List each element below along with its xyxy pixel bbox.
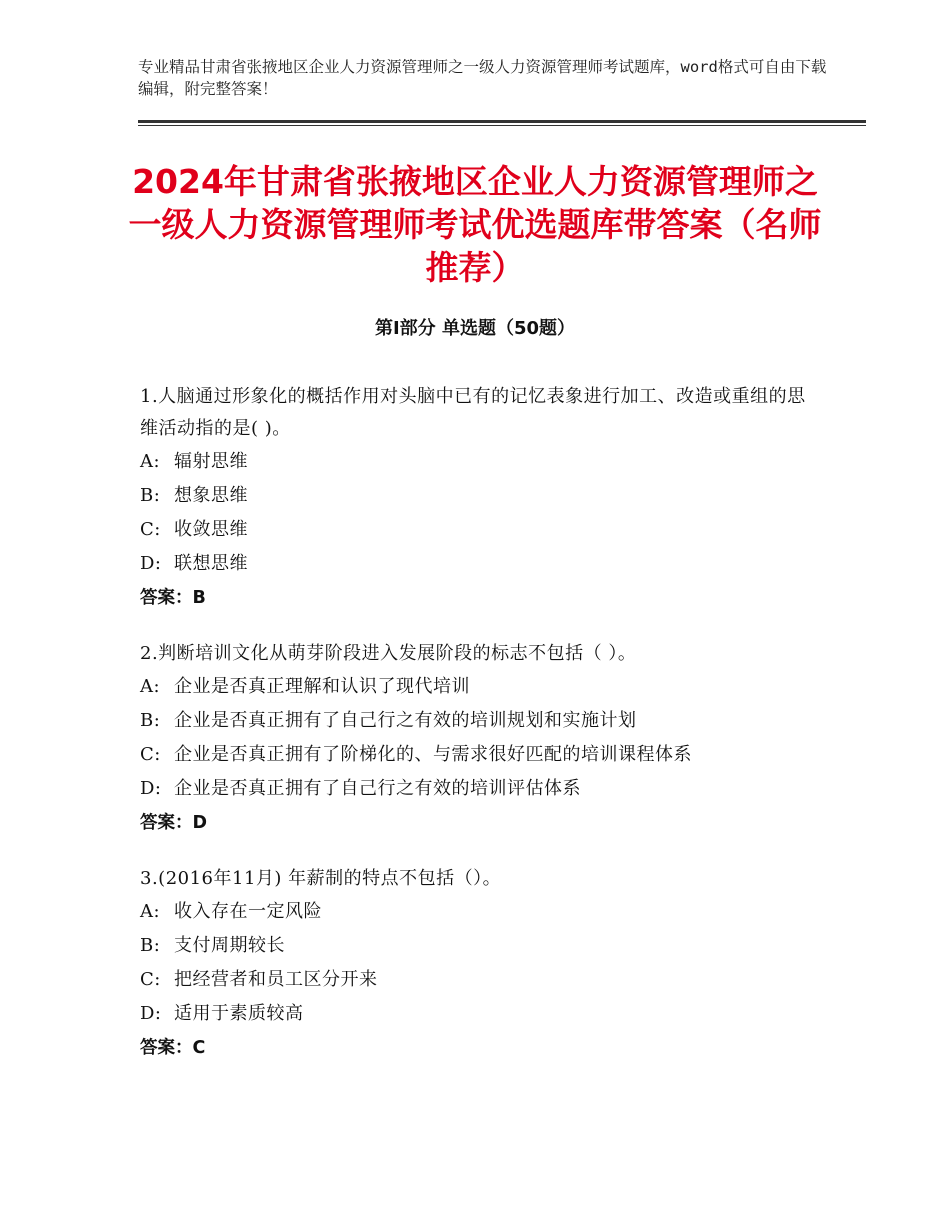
option-letter: D:	[140, 1003, 162, 1024]
document-title: 2024年甘肃省张掖地区企业人力资源管理师之一级人力资源管理师考试优选题库带答案（名师推荐）	[128, 162, 822, 287]
option-letter: B:	[140, 935, 161, 956]
option-text: 企业是否真正理解和认识了现代培训	[174, 676, 470, 697]
option-letter: C:	[140, 969, 161, 990]
option-text: 适用于素质较高	[174, 1003, 304, 1024]
option-d	[140, 772, 820, 806]
option-text: 把经营者和员工区分开来	[174, 969, 378, 990]
option-text: 支付周期较长	[174, 935, 285, 956]
option-letter: C:	[140, 744, 161, 765]
option-letter: D:	[140, 553, 162, 574]
option-a	[140, 895, 820, 929]
answer-label: 答案：B	[140, 588, 206, 608]
option-b	[140, 479, 820, 513]
option-b	[140, 929, 820, 963]
question-list	[140, 381, 820, 1088]
header-rule-thick	[138, 120, 866, 123]
option-letter: B:	[140, 710, 161, 731]
option-b	[140, 704, 820, 738]
header-rule-thin	[138, 125, 866, 126]
option-text: 企业是否真正拥有了阶梯化的、与需求很好匹配的培训课程体系	[174, 744, 692, 765]
section-heading: 第Ⅰ部分 单选题（50题）	[374, 318, 575, 339]
option-c	[140, 738, 820, 772]
option-a	[140, 670, 820, 704]
option-letter: A:	[140, 901, 161, 922]
option-text: 企业是否真正拥有了自己行之有效的培训评估体系	[174, 778, 581, 799]
option-letter: A:	[140, 451, 161, 472]
question-1	[140, 381, 820, 615]
header-note: 专业精品甘肃省张掖地区企业人力资源管理师之一级人力资源管理师考试题库，word格式可自由下载编辑，附完整答案！	[138, 58, 827, 98]
option-text: 想象思维	[174, 485, 248, 506]
option-d	[140, 547, 820, 581]
option-c	[140, 513, 820, 547]
option-text: 收敛思维	[174, 519, 248, 540]
question-stem: 2.判断培训文化从萌芽阶段进入发展阶段的标志不包括（ ）。	[140, 643, 637, 664]
option-d	[140, 997, 820, 1031]
answer-label: 答案：D	[140, 813, 208, 833]
question-2	[140, 638, 820, 840]
question-stem: 3.(2016年11月) 年薪制的特点不包括（）。	[140, 868, 502, 889]
answer-label: 答案：C	[140, 1038, 206, 1058]
option-letter: C:	[140, 519, 161, 540]
option-text: 辐射思维	[174, 451, 248, 472]
option-text: 收入存在一定风险	[174, 901, 322, 922]
question-stem: 1.人脑通过形象化的概括作用对头脑中已有的记忆表象进行加工、改造或重组的思维活动指的是( )。	[140, 386, 806, 439]
option-letter: D:	[140, 778, 162, 799]
option-c	[140, 963, 820, 997]
option-letter: B:	[140, 485, 161, 506]
option-text: 联想思维	[174, 553, 248, 574]
option-a	[140, 445, 820, 479]
question-3	[140, 863, 820, 1065]
option-text: 企业是否真正拥有了自己行之有效的培训规划和实施计划	[174, 710, 637, 731]
option-letter: A:	[140, 676, 161, 697]
